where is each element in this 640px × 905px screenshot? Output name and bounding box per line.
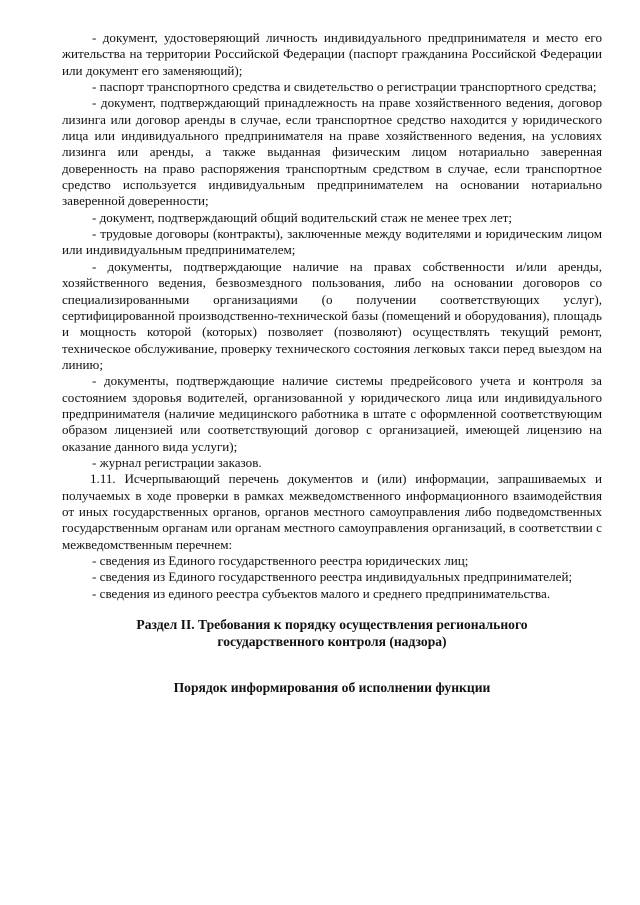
list-item: - документы, подтверждающие наличие на правах собственности и/или аренды, хозяйственного ведения, безвозмездного пользования, либо на основании договоров со специализированными организациями (о получении соответствующих услуг), сертифицированной производственно-технической базы (помещений и оборудования), площадь и мощность которой (которых) позволяет (позволяют) осуществлять текущий ремонт, техническое обслуживание, проверку технического состояния легковых такси перед выездом на линию; [62,258,602,372]
list-item: - документ, подтверждающий принадлежность на праве хозяйственного ведения, договор лизинга или договор аренды в случае, если транспортное средство находится у юридического лица или индивидуального предпринимателя на праве хозяйственного ведения, на условиях лизинга или аренды, а также выданная физическим лицом нотариально заверенная доверенность на право распоряжения транспортным средством в случае, если транспортное средство используется индивидуальным предпринимателем на основании нотариально заверенной доверенности; [62,95,602,209]
section-title [62,616,602,650]
list-item: - документ, удостоверяющий личность индивидуального предпринимателя и место его жительства на территории Российской Федерации (паспорт гражданина Российской Федерации или документ его заменяющий); [62,30,602,78]
list-item: - паспорт транспортного средства и свидетельство о регистрации транспортного средства; [92,79,597,95]
list-item: - трудовые договоры (контракты), заключенные между водителями и юридическим лицом или индивидуальным предпринимателем; [62,226,602,258]
document-body [62,30,602,696]
clause-paragraph: 1.11. Исчерпывающий перечень документов и (или) информации, запрашиваемых и получаемых в ходе проверки в рамках межведомственного информационного взаимодействия от иных государственных органов, органов местного самоуправления либо подведомственных государственным органам или органам местного самоуправления организаций, в соответствии с межведомственным перечнем: [62,471,602,552]
list-item: - сведения из Единого государственного реестра индивидуальных предпринимателей; [92,569,573,585]
list-item: - сведения из Единого государственного реестра юридических лиц; [92,553,469,568]
list-item: - журнал регистрации заказов. [92,454,262,470]
subheading: Порядок информирования об исполнении функции [173,680,491,696]
list-item: - документы, подтверждающие наличие системы предрейсового учета и контроля за состоянием здоровья водителей, организованной у юридического лица или индивидуального предпринимателя (наличие медицинского работника в штате с оформленной соответствующим образом лицензией или соответствующий договор с организацией, имеющей лицензию на оказание данного вида услуги); [62,373,602,454]
section-title-line: государственного контроля (надзора) [217,634,447,650]
section-title-line: Раздел II. Требования к порядку осуществления регионального [136,617,528,633]
list-item: - сведения из единого реестра субъектов малого и среднего предпринимательства. [92,585,551,601]
list-item: - документ, подтверждающий общий водительский стаж не менее трех лет; [92,209,513,225]
